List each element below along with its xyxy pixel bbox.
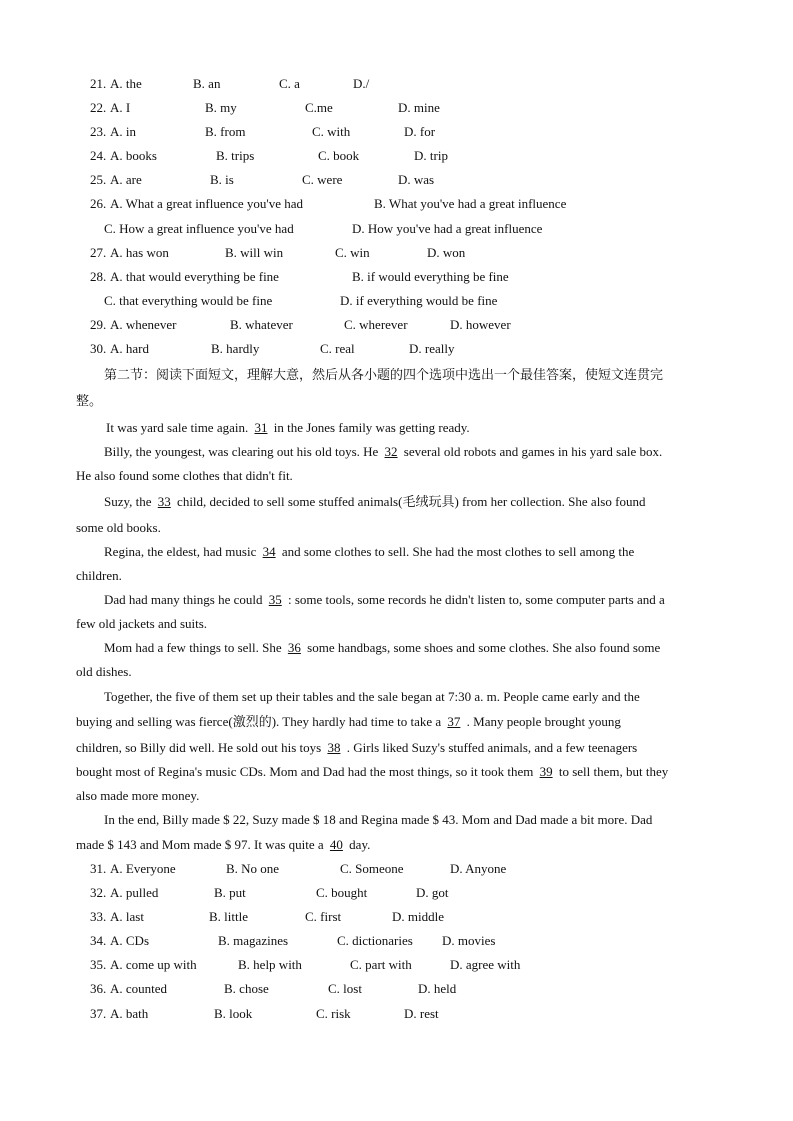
passage-paragraph-7: Together, the five of them set up their tables and the sale began at 7:30 a. m. People came early and the: [104, 689, 640, 704]
passage-paragraph-7-line2: buying and selling was fierce(激烈的). They hardly had time to take a 37 . Many people brought young: [76, 714, 621, 730]
passage-paragraph-7-line4: bought most of Regina's music CDs. Mom and Dad had the most things, so it took them 39 to sell them, but they: [76, 764, 669, 779]
option-c: C.me: [305, 100, 333, 115]
question-31: [90, 861, 507, 877]
question-number: 27.: [90, 245, 107, 260]
option-a: A. that would everything be fine: [110, 269, 279, 284]
question-34: [90, 933, 496, 949]
question-number: 29.: [90, 317, 107, 332]
option-d: D. if everything would be fine: [340, 293, 498, 308]
option-b: B. an: [193, 76, 221, 91]
option-c: C. win: [335, 245, 370, 260]
option-b: B. hardly: [211, 341, 260, 356]
passage-paragraph-4-cont: children.: [76, 568, 122, 583]
option-c: C. book: [318, 148, 360, 163]
passage-paragraph-4: Regina, the eldest, had music 34 and some clothes to sell. She had the most clothes to sell among the: [104, 544, 635, 559]
passage-paragraph-1: It was yard sale time again. 31 in the Jones family was getting ready.: [106, 420, 470, 435]
question-37: [90, 1006, 439, 1022]
option-b: B. little: [209, 909, 248, 924]
option-c: C. bought: [316, 885, 368, 900]
option-c: C. Someone: [340, 861, 404, 876]
option-d: D. middle: [392, 909, 444, 924]
option-b: B. will win: [225, 245, 284, 260]
blank-33: 33: [157, 494, 171, 509]
option-d: D. won: [427, 245, 466, 260]
blank-34: 34: [262, 544, 276, 559]
question-36: [90, 981, 457, 997]
option-a: A. the: [110, 76, 142, 91]
option-a: A. I: [110, 100, 131, 115]
passage-paragraph-2: Billy, the youngest, was clearing out his old toys. He 32 several old robots and games in his yard sale box.: [104, 444, 663, 459]
option-a: A. books: [110, 148, 157, 163]
option-c: C. that everything would be fine: [104, 293, 273, 308]
option-a: A. has won: [110, 245, 169, 260]
passage-paragraph-8: In the end, Billy made $ 22, Suzy made $ 18 and Regina made $ 43. Mom and Dad made a bit more. Dad: [104, 812, 653, 827]
blank-40: 40: [329, 837, 343, 852]
question-number: 36.: [90, 981, 107, 996]
option-b: B. help with: [238, 957, 302, 972]
question-number: 28.: [90, 269, 107, 284]
option-c: C. How a great influence you've had: [104, 221, 294, 236]
passage-paragraph-3-cont: some old books.: [76, 520, 161, 535]
option-b: B. look: [214, 1006, 253, 1021]
question-27: [90, 245, 466, 261]
option-c: C. risk: [316, 1006, 351, 1021]
option-d: D. How you've had a great influence: [352, 221, 543, 236]
question-32: [90, 885, 449, 901]
passage-paragraph-5: Dad had many things he could 35 : some tools, some records he didn't listen to, some computer parts and a: [104, 592, 665, 607]
question-number: 31.: [90, 861, 107, 876]
option-a: A. Everyone: [110, 861, 176, 876]
section-instruction: 第二节：阅读下面短文，理解大意，然后从各小题的四个选项中选出一个最佳答案，使短文连贯完: [104, 368, 664, 383]
question-number: 35.: [90, 957, 107, 972]
question-33: [90, 909, 444, 925]
option-b: B. No one: [226, 861, 280, 876]
option-c: C. with: [312, 124, 351, 139]
option-d: D. for: [404, 124, 436, 139]
option-b: B. trips: [216, 148, 255, 163]
option-c: C. wherever: [344, 317, 408, 332]
option-a: A. CDs: [110, 933, 150, 948]
blank-31: 31: [254, 420, 268, 435]
section-instruction-cont: 整。: [76, 394, 103, 409]
passage-paragraph-3: Suzy, the 33 child, decided to sell some stuffed animals(毛绒玩具) from her collection. She also found: [104, 494, 646, 510]
blank-32: 32: [384, 444, 398, 459]
option-b: B. from: [205, 124, 246, 139]
question-number: 21.: [90, 76, 107, 91]
option-a: A. pulled: [110, 885, 159, 900]
option-d: D. held: [418, 981, 457, 996]
option-a: A. in: [110, 124, 136, 139]
option-b: B. magazines: [218, 933, 289, 948]
option-d: D. rest: [404, 1006, 439, 1021]
question-22: [90, 100, 440, 116]
passage-paragraph-5-cont: few old jackets and suits.: [76, 616, 208, 631]
passage-paragraph-7-line3: children, so Billy did well. He sold out his toys 38 . Girls liked Suzy's stuffed animals, and a few teenagers: [76, 740, 638, 755]
question-35: [90, 957, 521, 973]
passage-paragraph-6: Mom had a few things to sell. She 36 some handbags, some shoes and some clothes. She also found some: [104, 640, 661, 655]
option-b: B. chose: [224, 981, 269, 996]
option-a: A. bath: [110, 1006, 149, 1021]
option-a: A. last: [110, 909, 144, 924]
option-d: D. got: [416, 885, 449, 900]
question-21: [90, 76, 370, 92]
question-number: 30.: [90, 341, 107, 356]
question-28: [90, 269, 509, 285]
option-a: A. are: [110, 172, 142, 187]
question-number: 22.: [90, 100, 107, 115]
question-24: [90, 148, 448, 164]
option-c: C. part with: [350, 957, 412, 972]
question-number: 33.: [90, 909, 107, 924]
option-d: D. mine: [398, 100, 440, 115]
option-a: A. counted: [110, 981, 168, 996]
question-number: 23.: [90, 124, 107, 139]
question-26: [90, 196, 567, 212]
passage-paragraph-6-cont: old dishes.: [76, 664, 132, 679]
option-b: B. whatever: [230, 317, 293, 332]
option-d: D. was: [398, 172, 435, 187]
blank-39: 39: [539, 764, 553, 779]
option-d: D./: [353, 76, 370, 91]
option-d: D. really: [409, 341, 455, 356]
question-29: [90, 317, 511, 333]
option-d: D. trip: [414, 148, 448, 163]
blank-35: 35: [268, 592, 282, 607]
option-a: A. hard: [110, 341, 149, 356]
blank-37: 37: [447, 714, 461, 729]
chinese-gloss: 毛绒玩具: [402, 495, 455, 510]
option-a: A. come up with: [110, 957, 197, 972]
passage-paragraph-2-cont: He also found some clothes that didn't fit.: [76, 468, 293, 483]
option-c: C. first: [305, 909, 342, 924]
option-c: C. real: [320, 341, 355, 356]
option-b: B. put: [214, 885, 246, 900]
question-number: 26.: [90, 196, 107, 211]
chinese-gloss: 激烈的: [232, 715, 272, 730]
option-d: D. Anyone: [450, 861, 507, 876]
option-c: C. a: [279, 76, 300, 91]
option-a: A. What a great influence you've had: [110, 196, 304, 211]
option-a: A. whenever: [110, 317, 177, 332]
question-number: 32.: [90, 885, 107, 900]
option-d: D. however: [450, 317, 511, 332]
option-b: B. if would everything be fine: [352, 269, 509, 284]
blank-38: 38: [327, 740, 341, 755]
option-d: D. agree with: [450, 957, 521, 972]
question-number: 24.: [90, 148, 107, 163]
question-30: [90, 341, 455, 357]
question-number: 25.: [90, 172, 107, 187]
passage-paragraph-7-line5: also made more money.: [76, 788, 200, 803]
option-d: D. movies: [442, 933, 496, 948]
option-b: B. is: [210, 172, 234, 187]
option-c: C. lost: [328, 981, 362, 996]
passage-paragraph-8-cont: made $ 143 and Mom made $ 97. It was quite a 40 day.: [76, 837, 371, 852]
option-b: B. What you've had a great influence: [374, 196, 567, 211]
question-number: 37.: [90, 1006, 107, 1021]
option-b: B. my: [205, 100, 237, 115]
question-25: [90, 172, 435, 188]
blank-36: 36: [287, 640, 301, 655]
question-23: [90, 124, 436, 140]
option-c: C. were: [302, 172, 343, 187]
option-c: C. dictionaries: [337, 933, 413, 948]
question-number: 34.: [90, 933, 107, 948]
